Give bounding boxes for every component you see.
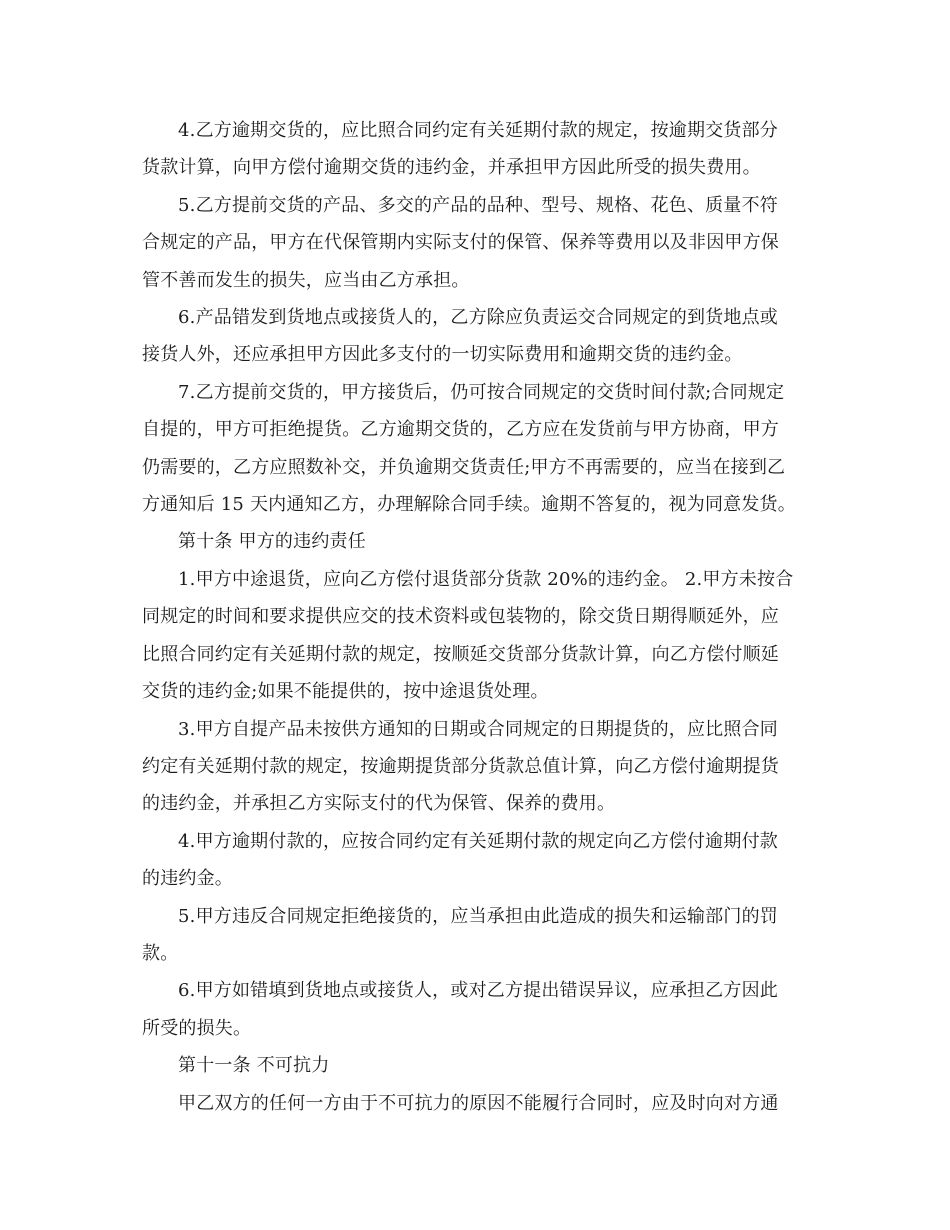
- text-line: 4.甲方逾期付款的，应按合同约定有关延期付款的规定向乙方偿付逾期付款: [178, 830, 778, 852]
- text-line: 甲乙双方的任何一方由于不可抗力的原因不能履行合同时，应及时向对方通: [178, 1092, 779, 1114]
- text-line: 仍需要的，乙方应照数补交，并负逾期交货责任;甲方不再需要的，应当在接到乙: [142, 456, 786, 478]
- text-line: 货款计算，向甲方偿付逾期交货的违约金，并承担甲方因此所受的损失费用。: [142, 157, 761, 179]
- text-line: 所受的损失。: [142, 1017, 252, 1039]
- text-line: 比照合同约定有关延期付款的规定，按顺延交货部分货款计算，向乙方偿付顺延: [142, 643, 779, 665]
- text-line: 6.甲方如错填到货地点或接货人，或对乙方提出错误异议，应承担乙方因此: [178, 980, 778, 1002]
- text-line: 同规定的时间和要求提供应交的技术资料或包装物的，除交货日期得顺延外，应: [142, 606, 779, 628]
- text-line: 的违约金。: [142, 868, 233, 890]
- text-line: 第十条 甲方的违约责任: [178, 531, 366, 553]
- text-line: 方通知后 15 天内通知乙方，办理解除合同手续。逾期不答复的，视为同意发货。: [142, 494, 796, 516]
- section-heading: [142, 1047, 814, 1084]
- clause-paragraph: [142, 711, 814, 823]
- text-line: 合规定的产品，甲方在代保管期内实际支付的保管、保养等费用以及非因甲方保: [142, 232, 779, 254]
- text-line: 6.产品错发到货地点或接货人的，乙方除应负责运交合同规定的到货地点或: [178, 307, 778, 329]
- clause-paragraph: [142, 112, 814, 187]
- clause-paragraph: [142, 823, 814, 898]
- clause-paragraph: [142, 187, 814, 299]
- text-line: 第十一条 不可抗力: [178, 1055, 330, 1077]
- text-line: 3.甲方自提产品未按供方通知的日期或合同规定的日期提货的，应比照合同: [178, 718, 778, 740]
- clause-paragraph: [142, 1085, 814, 1122]
- text-line: 管不善而发生的损失，应当由乙方承担。: [142, 269, 470, 291]
- clause-paragraph: [142, 972, 814, 1047]
- text-line: 的违约金，并承担乙方实际支付的代为保管、保养的费用。: [142, 793, 616, 815]
- text-line: 5.乙方提前交货的产品、多交的产品的品种、型号、规格、花色、质量不符: [178, 194, 778, 216]
- clause-paragraph: [142, 299, 814, 374]
- text-line: 5.甲方违反合同规定拒绝接货的，应当承担由此造成的损失和运输部门的罚: [178, 905, 778, 927]
- text-line: 自提的，甲方可拒绝提货。乙方逾期交货的，乙方应在发货前与甲方协商，甲方: [142, 419, 779, 441]
- clause-paragraph: [142, 898, 814, 973]
- document-page: [142, 112, 814, 1122]
- text-line: 接货人外，还应承担甲方因此多支付的一切实际费用和逾期交货的违约金。: [142, 344, 743, 366]
- text-line: 款。: [142, 942, 179, 964]
- text-line: 7.乙方提前交货的，甲方接货后，仍可按合同规定的交货时间付款;合同规定: [178, 381, 785, 403]
- section-heading: [142, 523, 814, 560]
- clause-paragraph: [142, 374, 814, 524]
- text-line: 1.甲方中途退货，应向乙方偿付退货部分货款 20%的违约金。 2.甲方未按合: [178, 568, 794, 590]
- text-line: 4.乙方逾期交货的，应比照合同约定有关延期付款的规定，按逾期交货部分: [178, 120, 778, 141]
- text-line: 约定有关延期付款的规定，按逾期提货部分货款总值计算，向乙方偿付逾期提货: [142, 755, 779, 777]
- text-line: 交货的违约金;如果不能提供的，按中途退货处理。: [142, 681, 549, 703]
- clause-paragraph: [142, 561, 814, 711]
